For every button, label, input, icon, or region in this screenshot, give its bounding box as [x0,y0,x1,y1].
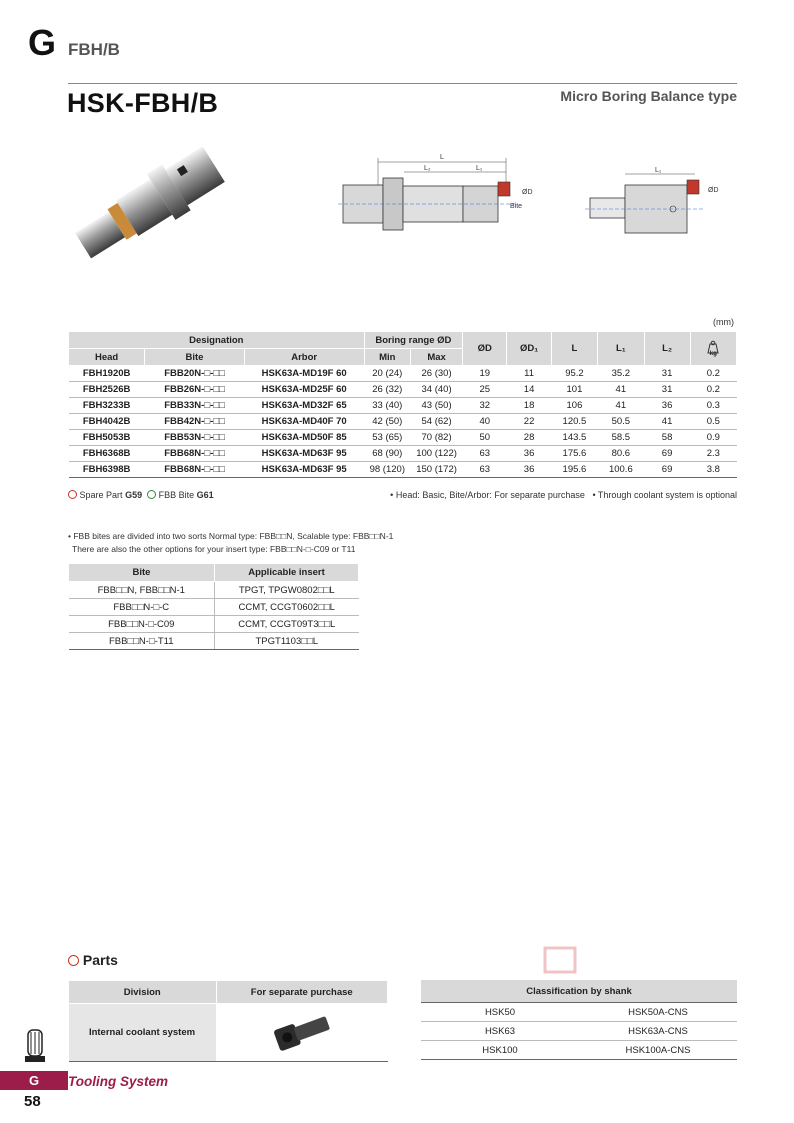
spec-cell-head: FBH3233B [69,398,145,414]
spec-cell-kg: 0.5 [690,414,736,430]
th-separate-purchase: For separate purchase [216,981,388,1004]
spec-cell-d: 63 [463,446,507,462]
coolant-part-image [216,1004,388,1062]
parts-table [68,980,388,1062]
spare-part-icon [68,490,77,499]
bite-cell-type: FBB□□N-□-C [69,599,215,616]
spec-cell-d1: 22 [507,414,551,430]
spec-cell-l: 106 [551,398,597,414]
th-od: ØD [463,332,507,366]
spec-cell-d1: 18 [507,398,551,414]
spec-cell-min: 26 (32) [364,382,410,398]
spec-cell-d: 63 [463,462,507,478]
spec-cell-l1: 58.5 [598,430,644,446]
spec-cell-max: 34 (40) [410,382,462,398]
th-bite-type: Bite [69,564,215,582]
spec-cell-arbor: HSK63A-MD19F 60 [244,366,364,382]
classification-row [421,1003,737,1022]
spec-cell-d: 25 [463,382,507,398]
spec-row [69,446,737,462]
spec-row [69,398,737,414]
spare-part-ref[interactable]: G59 [125,490,143,500]
division-value: Internal coolant system [69,1004,217,1062]
spec-cell-d: 19 [463,366,507,382]
bite-row [69,599,359,616]
spec-cell-l: 175.6 [551,446,597,462]
spec-cell-d: 32 [463,398,507,414]
spec-cell-head: FBH1920B [69,366,145,382]
spec-cell-kg: 2.3 [690,446,736,462]
spec-cell-d1: 36 [507,462,551,478]
spec-cell-d1: 36 [507,446,551,462]
spec-cell-kg: 0.2 [690,366,736,382]
product-photo [62,130,242,280]
spec-row [69,382,737,398]
th-od1: ØD₁ [507,332,551,366]
dim-odb: ØD [708,187,719,194]
spec-cell-l: 101 [551,382,597,398]
classification-row [421,1041,737,1060]
spec-cell-l1: 50.5 [598,414,644,430]
section-letter: G [28,22,57,63]
bite-cell-insert: CCMT, CCGT09T3□□L [215,616,359,633]
th-classification: Classification by shank [421,980,737,1003]
th-division: Division [69,981,217,1004]
classification-shank: HSK63 [421,1022,579,1041]
classification-row [421,1022,737,1041]
bite-cell-type: FBB□□N-□-T11 [69,633,215,650]
bite-row [69,616,359,633]
spec-cell-l: 143.5 [551,430,597,446]
th-l: L [551,332,597,366]
th-bite: Bite [145,349,244,366]
th-boring-range: Boring range ØD [364,332,463,349]
spec-cell-arbor: HSK63A-MD63F 95 [244,462,364,478]
spec-cell-l1: 80.6 [598,446,644,462]
spec-cell-min: 68 (90) [364,446,410,462]
dim-od: ØD [522,189,533,196]
spec-cell-max: 26 (30) [410,366,462,382]
spec-cell-arbor: HSK63A-MD32F 65 [244,398,364,414]
spec-cell-min: 98 (120) [364,462,410,478]
dim-L1b: L₁ [655,167,662,174]
spec-cell-min: 53 (65) [364,430,410,446]
spec-cell-kg: 0.3 [690,398,736,414]
spec-cell-arbor: HSK63A-MD63F 95 [244,446,364,462]
spec-cell-d1: 14 [507,382,551,398]
spec-cell-bite: FBB53N-□-□□ [145,430,244,446]
spec-cell-d1: 11 [507,366,551,382]
spec-row [69,414,737,430]
classification-code: HSK63A-CNS [579,1022,737,1041]
dim-L1: L₁ [476,165,483,172]
page-number: 58 [24,1093,41,1110]
coolant-bolt-icon [267,1009,337,1053]
spec-cell-bite: FBB42N-□-□□ [145,414,244,430]
spec-cell-l2: 36 [644,398,690,414]
spec-row [69,430,737,446]
bite-row [69,582,359,599]
spec-cell-bite: FBB68N-□-□□ [145,462,244,478]
spec-cell-kg: 3.8 [690,462,736,478]
th-max: Max [410,349,462,366]
bite-insert-table [68,563,359,650]
classification-shank: HSK50 [421,1003,579,1022]
spec-cell-l: 95.2 [551,366,597,382]
watermark-logo [540,945,580,981]
spec-cell-l: 120.5 [551,414,597,430]
spec-cell-l1: 41 [598,398,644,414]
th-min: Min [364,349,410,366]
coolant-note: • Through coolant system is optional [592,490,737,500]
footer-tab: G [0,1071,68,1090]
spec-cell-head: FBH6368B [69,446,145,462]
bite-cell-insert: CCMT, CCGT0602□□L [215,599,359,616]
spec-cell-l1: 35.2 [598,366,644,382]
spec-cell-d: 40 [463,414,507,430]
spec-cell-l2: 31 [644,382,690,398]
spec-cell-arbor: HSK63A-MD25F 60 [244,382,364,398]
technical-drawing-head [585,160,735,240]
classification-shank: HSK100 [421,1041,579,1060]
spec-cell-l2: 31 [644,366,690,382]
bite-cell-insert: TPGT, TPGW0802□□L [215,582,359,599]
spec-cell-l2: 69 [644,462,690,478]
spec-cell-min: 20 (24) [364,366,410,382]
page-title: HSK-FBH/B [67,88,219,118]
spec-cell-kg: 0.2 [690,382,736,398]
classification-table [421,980,737,1060]
spec-cell-bite: FBB68N-□-□□ [145,446,244,462]
fbb-bite-ref[interactable]: G61 [196,490,214,500]
section-name: FBH/B [68,40,120,59]
th-weight: kg [690,332,736,366]
th-l2: L₂ [644,332,690,366]
spec-cell-min: 42 (50) [364,414,410,430]
spec-cell-arbor: HSK63A-MD40F 70 [244,414,364,430]
collet-icon [22,1028,48,1066]
spec-cell-head: FBH5053B [69,430,145,446]
th-l1: L₁ [598,332,644,366]
fbb-bite-icon [147,490,156,499]
spec-cell-max: 43 (50) [410,398,462,414]
unit-label: (mm) [713,317,734,327]
bite-row [69,633,359,650]
spec-row [69,366,737,382]
spec-cell-min: 33 (40) [364,398,410,414]
spare-part-label: Spare Part [79,490,123,500]
spec-cell-max: 70 (82) [410,430,462,446]
spec-cell-max: 54 (62) [410,414,462,430]
fbb-note-line1: • FBB bites are divided into two sorts Normal type: FBB□□N, Scalable type: FBB□□N-1 [68,531,394,541]
label-bite: Bite [510,203,523,210]
spec-cell-l2: 69 [644,446,690,462]
fbb-bite-label: FBB Bite [158,490,195,500]
parts-heading: Parts [68,952,118,968]
page-subtitle: Micro Boring Balance type [560,88,737,104]
fbb-note [68,530,393,556]
bite-cell-type: FBB□□N, FBB□□N-1 [69,582,215,599]
spec-cell-arbor: HSK63A-MD50F 85 [244,430,364,446]
th-applicable-insert: Applicable insert [215,564,359,582]
th-head: Head [69,349,145,366]
spec-table [68,331,737,478]
bite-cell-insert: TPGT1103□□L [215,633,359,650]
spec-cell-kg: 0.9 [690,430,736,446]
footer-label: Tooling System [68,1074,169,1089]
th-designation: Designation [69,332,365,349]
spec-cell-l: 195.6 [551,462,597,478]
spec-cell-l1: 41 [598,382,644,398]
fbb-note-line2: There are also the other options for your insert type: FBB□□N-□-C09 or T11 [72,544,356,554]
dim-L: L [440,154,444,161]
spec-cell-max: 150 (172) [410,462,462,478]
spec-cell-l1: 100.6 [598,462,644,478]
parts-icon [68,955,79,966]
technical-drawing-assembly [338,150,538,250]
bite-cell-type: FBB□□N-□-C09 [69,616,215,633]
spec-cell-max: 100 (122) [410,446,462,462]
spec-cell-bite: FBB20N-□-□□ [145,366,244,382]
classification-code: HSK50A-CNS [579,1003,737,1022]
spec-cell-l2: 41 [644,414,690,430]
spec-cell-head: FBH4042B [69,414,145,430]
spec-cell-d: 50 [463,430,507,446]
th-arbor: Arbor [244,349,364,366]
spec-cell-bite: FBB33N-□-□□ [145,398,244,414]
spec-cell-head: FBH6398B [69,462,145,478]
notes-row [68,490,737,500]
spec-cell-l2: 58 [644,430,690,446]
head-note: • Head: Basic, Bite/Arbor: For separate purchase [390,490,585,500]
spec-cell-bite: FBB26N-□-□□ [145,382,244,398]
header-rule [68,83,737,84]
classification-code: HSK100A-CNS [579,1041,737,1060]
spec-row [69,462,737,478]
spec-cell-d1: 28 [507,430,551,446]
dim-L2: L₂ [424,165,431,172]
spec-cell-head: FBH2526B [69,382,145,398]
